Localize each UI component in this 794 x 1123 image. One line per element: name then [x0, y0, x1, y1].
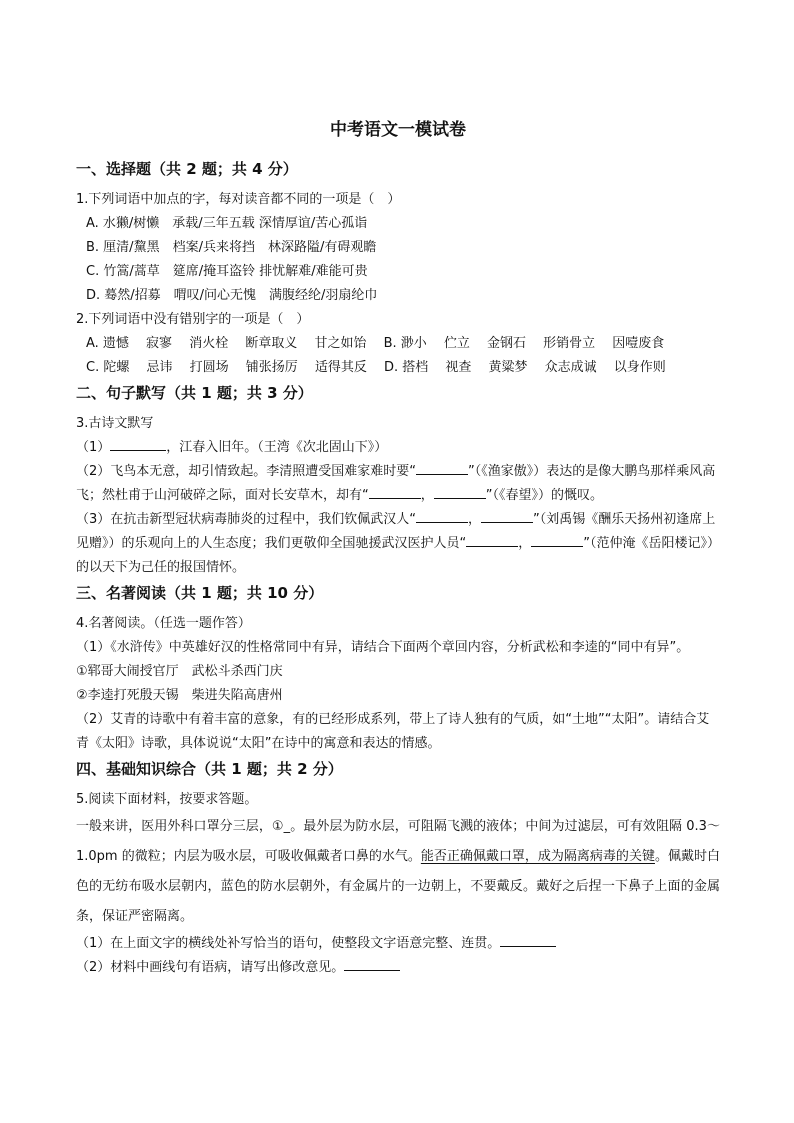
q3-stem: 3.古诗文默写	[76, 416, 154, 431]
page-title: 中考语文一模试卷	[330, 120, 466, 140]
q5-material	[76, 812, 720, 932]
q3-p3-text-a: （3）在抗击新型冠状病毒肺炎的过程中，我们钦佩武汉人“	[76, 512, 417, 527]
q2-options-cd: C. 陀螺 忌讳 打圆场 铺张扬厉 适得其反 D. 搭档 视查 黄粱梦 众志成诚 以身作则	[86, 360, 666, 375]
q4-part-2: （2）艾青的诗歌中有着丰富的意象，有的已经形成系列，带上了诗人独有的气质，如“土地”“太阳”。请结合艾青《太阳》诗歌，具体说说“太阳”在诗中的寓意和表达的情感。	[76, 712, 710, 751]
q2-options-ab: A. 遗憾 寂寥 消火栓 断章取义 甘之如饴 B. 渺小 伫立 金钢石 形销骨立 因噎废食	[86, 336, 665, 351]
q4-part-1: （1）《水浒传》中英雄好汉的性格常同中有异，请结合下面两个章回内容，分析武松和李逵的“同中有异”。	[76, 640, 690, 655]
q4-stem: 4.名著阅读。（任选一题作答）	[76, 616, 251, 631]
q1-stem: 1.下列词语中加点的字，每对读音都不同的一项是（ ）	[76, 192, 401, 207]
q3-p3-text-b: ，	[468, 512, 482, 527]
q1-option-d: D. 蓦然/招募 喟叹/问心无愧 满腹经纶/羽扇纶巾	[86, 288, 378, 303]
answer-blank[interactable]	[416, 508, 468, 523]
answer-blank[interactable]	[369, 484, 421, 499]
q3-part-1	[76, 436, 720, 460]
q3-p3-text-d: ，	[518, 536, 532, 551]
q3-p3-text-e: ”（范仲淹《岳阳楼记》）的以天下为己任的报国情怀。	[76, 536, 721, 575]
q3-p1-suffix: ，江春入旧年。（王湾《次北固山下》）	[166, 440, 388, 455]
answer-blank[interactable]	[344, 956, 400, 971]
exam-page	[76, 118, 720, 980]
q5-sub-1-text: （1）在上面文字的横线处补写恰当的语句，使整段文字语意完整、连贯。	[76, 936, 501, 951]
q5-underlined-sentence: 能否正确佩戴口罩，成为隔离病毒的关键	[420, 849, 655, 864]
q2-stem: 2.下列词语中没有错别字的一项是（ ）	[76, 312, 310, 327]
answer-blank[interactable]	[110, 436, 166, 451]
answer-blank[interactable]	[416, 460, 468, 475]
q3-p1-prefix: （1）	[76, 440, 111, 455]
answer-blank[interactable]	[500, 932, 556, 947]
q3-p2-text-c: ，	[420, 488, 434, 503]
q4-chapter-2: ②李逵打死殷天锡 柴进失陷高唐州	[76, 688, 283, 703]
q5-sub-2	[76, 956, 720, 980]
answer-blank[interactable]	[434, 484, 486, 499]
q5-material-3: 。佩戴时白色的无纺布吸水层朝内，蓝色的防水层朝外，有金属片的一边朝上，不要戴反。戴好之后捏一下鼻子上面的金属条，保证严密隔离。	[76, 849, 720, 924]
q5-sub-2-text: （2）材料中画线句有语病，请写出修改意见。	[76, 960, 345, 975]
q1-option-a: A. 水獭/树懒 承载/三年五载 深情厚谊/苦心孤诣	[86, 216, 368, 231]
q3-part-2	[76, 460, 720, 508]
q5-material-1: 一般来讲，医用外科口罩分三层，①	[76, 819, 284, 834]
q4-chapter-1: ①郓哥大闹授官厅 武松斗杀西门庆	[76, 664, 283, 679]
q5-stem: 5.阅读下面材料，按要求答题。	[76, 792, 258, 807]
q1-option-c: C. 竹篙/蒿草 筵席/掩耳盗铃 排忧解难/难能可贵	[86, 264, 368, 279]
q3-p2-text-a: （2）飞鸟本无意，却引情致起。李清照遭受国难家难时要“	[76, 464, 417, 479]
q5-sub-1	[76, 932, 720, 956]
section-4-heading: 四、基础知识综合（共 1 题；共 2 分）	[76, 760, 343, 778]
q3-p2-text-b: ”（《渔家傲》）表达的是像大鹏鸟那样乘风高飞；然杜甫于山河破碎之际，面对长安草木，却有“	[76, 464, 716, 503]
answer-blank[interactable]	[531, 532, 583, 547]
q3-part-3	[76, 508, 720, 580]
answer-blank[interactable]	[466, 532, 518, 547]
section-3-heading: 三、名著阅读（共 1 题；共 10 分）	[76, 584, 324, 602]
section-2-heading: 二、句子默写（共 1 题；共 3 分）	[76, 384, 313, 402]
q1-option-b: B. 厘清/黧黑 档案/兵来将挡 林深路隘/有碍观瞻	[86, 240, 377, 255]
q3-p3-text-c: ”（刘禹锡《酬乐天扬州初逢席上见赠》）的乐观向上的人生态度；我们更敬仰全国驰援武汉医护人员“	[76, 512, 716, 551]
answer-blank[interactable]	[481, 508, 533, 523]
section-1-heading: 一、选择题（共 2 题；共 4 分）	[76, 160, 298, 178]
q5-material-2: 。最外层为防水层，可阻隔飞溅的液体；中间为过滤层，可有效阻隔 0.3～1.0pm 的微粒；内层为吸水层，可吸收佩戴者口鼻的水气。	[76, 819, 721, 864]
q3-p2-text-d: ”（《春望》）的慨叹。	[485, 488, 604, 503]
q5-inline-blank: _	[283, 819, 291, 834]
